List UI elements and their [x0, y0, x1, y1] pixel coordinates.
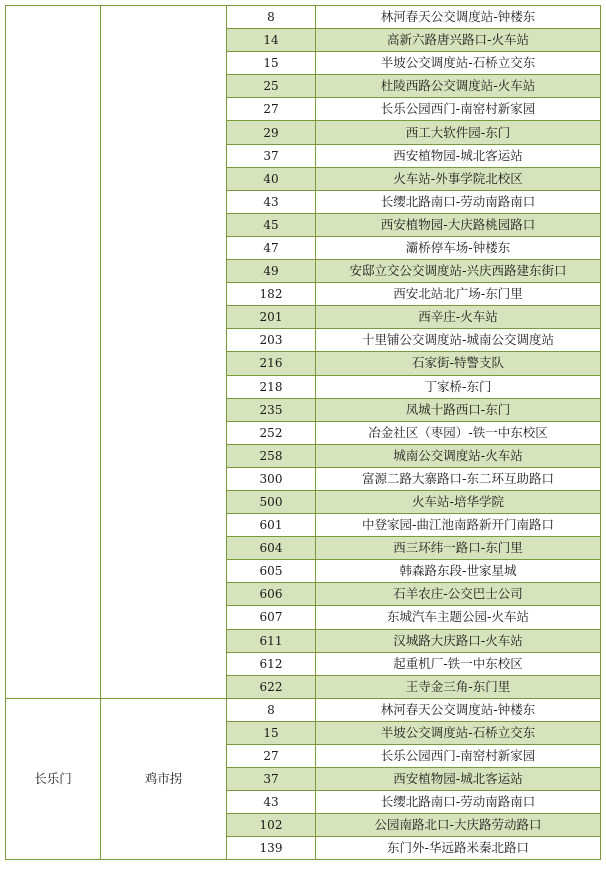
route-cell: 东门外-华远路米秦北路口 — [316, 837, 601, 860]
route-cell: 林河春天公交调度站-钟楼东 — [316, 698, 601, 721]
line-number-cell: 40 — [227, 167, 316, 190]
route-cell: 西辛庄-火车站 — [316, 306, 601, 329]
line-number-cell: 216 — [227, 352, 316, 375]
route-cell: 西安植物园-城北客运站 — [316, 768, 601, 791]
line-number-cell: 102 — [227, 814, 316, 837]
line-number-cell: 606 — [227, 583, 316, 606]
route-cell: 公园南路北口-大庆路劳动路口 — [316, 814, 601, 837]
route-cell: 高新六路唐兴路口-火车站 — [316, 29, 601, 52]
station-cell — [6, 6, 101, 699]
route-cell: 长乐公园西门-南窑村新家园 — [316, 98, 601, 121]
route-cell: 起重机厂-铁一中东校区 — [316, 652, 601, 675]
line-number-cell: 300 — [227, 467, 316, 490]
line-number-cell: 139 — [227, 837, 316, 860]
line-number-cell: 201 — [227, 306, 316, 329]
route-cell: 冶金社区（枣园）-铁一中东校区 — [316, 421, 601, 444]
line-number-cell: 43 — [227, 190, 316, 213]
line-number-cell: 49 — [227, 260, 316, 283]
route-cell: 城南公交调度站-火车站 — [316, 444, 601, 467]
route-cell: 火车站-培华学院 — [316, 490, 601, 513]
table-row — [6, 6, 601, 29]
table-row — [6, 698, 601, 721]
line-number-cell: 37 — [227, 768, 316, 791]
route-cell: 富源二路大寨路口-东二环互助路口 — [316, 467, 601, 490]
stop-cell: 鸡市拐 — [101, 698, 227, 860]
route-cell: 十里铺公交调度站-城南公交调度站 — [316, 329, 601, 352]
route-cell: 西安植物园-大庆路桃园路口 — [316, 213, 601, 236]
route-cell: 东城汽车主题公园-火车站 — [316, 606, 601, 629]
route-cell: 长乐公园西门-南窑村新家园 — [316, 745, 601, 768]
route-cell: 石家街-特警支队 — [316, 352, 601, 375]
route-cell: 火车站-外事学院北校区 — [316, 167, 601, 190]
line-number-cell: 15 — [227, 52, 316, 75]
line-number-cell: 604 — [227, 537, 316, 560]
line-number-cell: 258 — [227, 444, 316, 467]
line-number-cell: 8 — [227, 698, 316, 721]
route-cell: 长缨北路南口-劳动南路南口 — [316, 791, 601, 814]
line-number-cell: 607 — [227, 606, 316, 629]
station-cell: 长乐门 — [6, 698, 101, 860]
route-cell: 灞桥停车场-钟楼东 — [316, 236, 601, 259]
route-cell: 石羊农庄-公交巴士公司 — [316, 583, 601, 606]
line-number-cell: 27 — [227, 98, 316, 121]
line-number-cell: 235 — [227, 398, 316, 421]
route-cell: 西工大软件园-东门 — [316, 121, 601, 144]
line-number-cell: 14 — [227, 29, 316, 52]
route-cell: 杜陵西路公交调度站-火车站 — [316, 75, 601, 98]
route-cell: 王寺金三角-东门里 — [316, 675, 601, 698]
route-cell: 半坡公交调度站-石桥立交东 — [316, 721, 601, 744]
stop-cell — [101, 6, 227, 699]
line-number-cell: 601 — [227, 514, 316, 537]
route-cell: 中登家园-曲江池南路新开门南路口 — [316, 514, 601, 537]
line-number-cell: 25 — [227, 75, 316, 98]
line-number-cell: 29 — [227, 121, 316, 144]
route-cell: 西安北站北广场-东门里 — [316, 283, 601, 306]
line-number-cell: 252 — [227, 421, 316, 444]
line-number-cell: 605 — [227, 560, 316, 583]
line-number-cell: 37 — [227, 144, 316, 167]
bus-line-table — [5, 5, 601, 860]
route-cell: 长缨北路南口-劳动南路南口 — [316, 190, 601, 213]
route-cell: 西三环纬一路口-东门里 — [316, 537, 601, 560]
line-number-cell: 15 — [227, 721, 316, 744]
line-number-cell: 611 — [227, 629, 316, 652]
line-number-cell: 45 — [227, 213, 316, 236]
route-cell: 半坡公交调度站-石桥立交东 — [316, 52, 601, 75]
line-number-cell: 612 — [227, 652, 316, 675]
route-cell: 凤城十路西口-东门 — [316, 398, 601, 421]
route-cell: 林河春天公交调度站-钟楼东 — [316, 6, 601, 29]
line-number-cell: 43 — [227, 791, 316, 814]
line-number-cell: 47 — [227, 236, 316, 259]
line-number-cell: 203 — [227, 329, 316, 352]
route-cell: 丁家桥-东门 — [316, 375, 601, 398]
line-number-cell: 500 — [227, 490, 316, 513]
route-cell: 韩森路东段-世家星城 — [316, 560, 601, 583]
line-number-cell: 622 — [227, 675, 316, 698]
line-number-cell: 182 — [227, 283, 316, 306]
route-cell: 汉城路大庆路口-火车站 — [316, 629, 601, 652]
line-number-cell: 218 — [227, 375, 316, 398]
route-cell: 安邸立交公交调度站-兴庆西路建东街口 — [316, 260, 601, 283]
line-number-cell: 27 — [227, 745, 316, 768]
line-number-cell: 8 — [227, 6, 316, 29]
table-body — [6, 6, 601, 860]
route-cell: 西安植物园-城北客运站 — [316, 144, 601, 167]
